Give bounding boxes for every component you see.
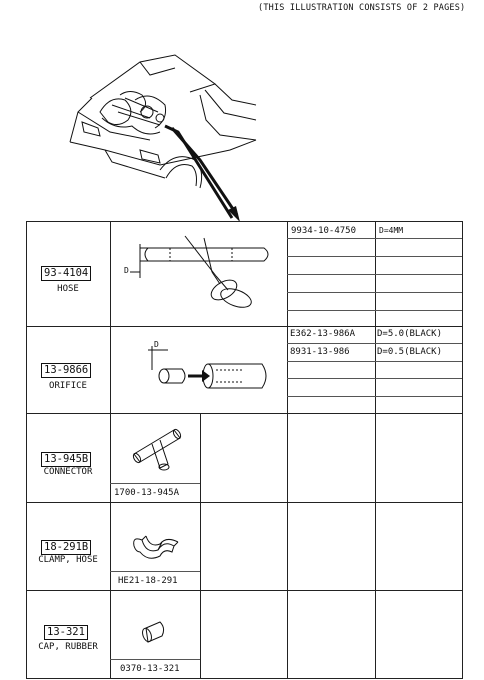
hose-part-number: 9934-10-4750 bbox=[291, 226, 357, 236]
clamp-hose-diagram bbox=[112, 506, 200, 570]
connector-diagram bbox=[112, 416, 200, 482]
orifice-diagram bbox=[112, 330, 286, 410]
cap-rubber-part-number: 0370-13-321 bbox=[120, 664, 180, 674]
part-name-clamp-hose: CLAMP, HOSE bbox=[38, 555, 98, 565]
orifice-dimension-label: D bbox=[154, 340, 159, 349]
hose-cut-diagram bbox=[112, 228, 286, 324]
orifice-part-number-1: E362-13-986A bbox=[290, 329, 356, 339]
part-name-orifice: ORIFICE bbox=[49, 381, 87, 391]
hose-dimension-label: D bbox=[124, 266, 129, 275]
orifice-spec-1: D=5.0(BLACK) bbox=[377, 329, 443, 339]
part-name-cap-rubber: CAP, RUBBER bbox=[38, 642, 98, 652]
connector-part-number: 1700-13-945A bbox=[114, 488, 180, 498]
part-code-cap-rubber: 13-321 bbox=[44, 625, 88, 640]
illustration-page-note: (THIS ILLUSTRATION CONSISTS OF 2 PAGES) bbox=[258, 3, 466, 13]
cap-rubber-diagram bbox=[112, 594, 200, 658]
clamp-hose-part-number: HE21-18-291 bbox=[118, 576, 178, 586]
part-name-hose: HOSE bbox=[57, 284, 79, 294]
orifice-part-number-2: 8931-13-986 bbox=[290, 347, 350, 357]
part-code-clamp-hose: 18-291B bbox=[41, 540, 91, 555]
car-illustration bbox=[0, 0, 484, 230]
hose-spec: D=4MM bbox=[379, 226, 404, 235]
orifice-spec-2: D=0.5(BLACK) bbox=[377, 347, 443, 357]
part-code-orifice: 13-9866 bbox=[41, 363, 91, 378]
part-name-connector: CONNECTOR bbox=[43, 467, 93, 477]
part-code-connector: 13-945B bbox=[41, 452, 91, 467]
part-code-hose: 93-4104 bbox=[41, 266, 91, 281]
